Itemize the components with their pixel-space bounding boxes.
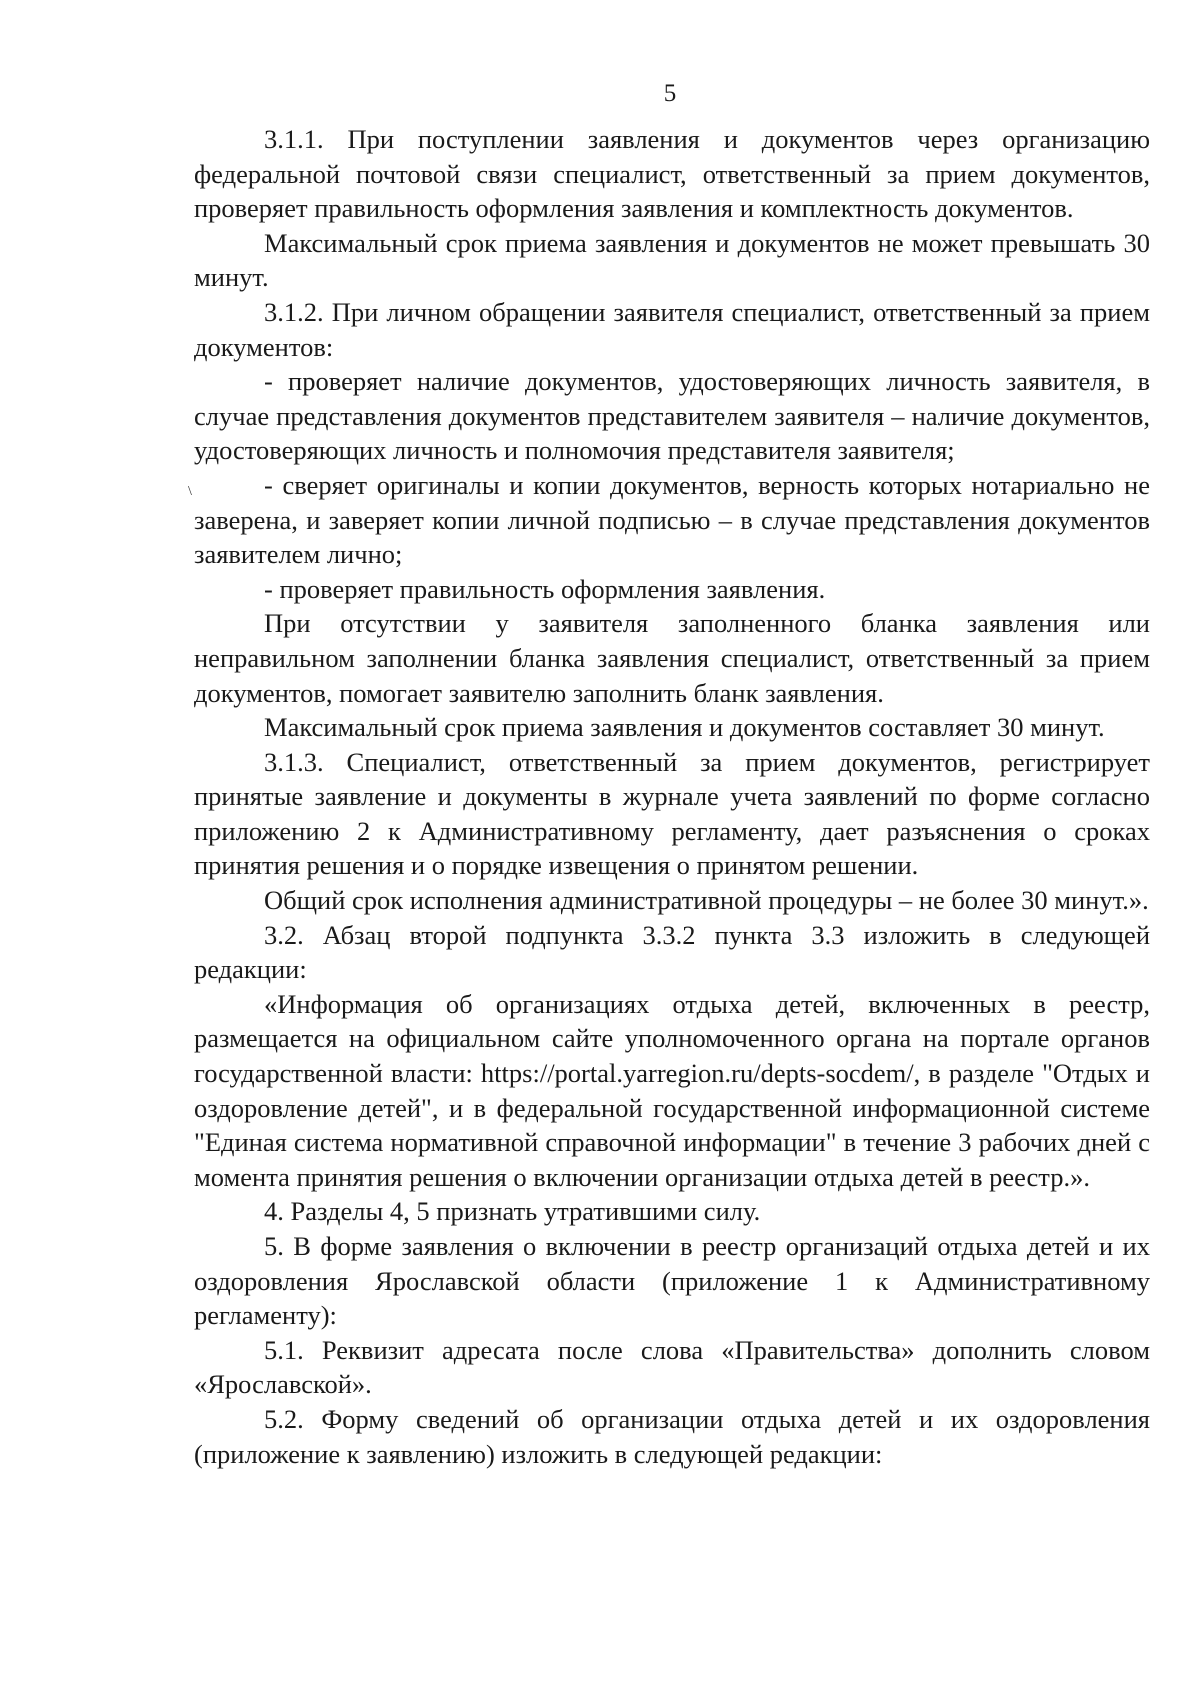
paragraph-total-time: Общий срок исполнения административной процедуры – не более 30 минут.». — [264, 885, 1149, 916]
paragraph-5-2: 5.2. Форму сведений об организации отдыха детей и их оздоровления (приложение к заявлению) изложить в следующей редакции: — [194, 1403, 1150, 1469]
paragraph-3-1-3: 3.1.3. Специалист, ответственный за прием документов, регистрирует принятые заявление и документы в журнале учета заявлений по форме согласно приложению 2 к Административному регламенту, дает разъяснения о сроках принятия решения и о порядке извещения о принятом решении. — [194, 746, 1150, 881]
page-number: 5 — [663, 80, 677, 107]
scan-mark: \ — [188, 484, 192, 499]
paragraph-3-1-1: 3.1.1. При поступлении заявления и документов через организацию федеральной почтовой связи специалист, ответственный за прием документов, проверяет правильность оформления заявления и комплектность документов. — [194, 124, 1150, 224]
paragraph-5-1: 5.1. Реквизит адресата после слова «Правительства» дополнить словом «Ярославской». — [194, 1334, 1150, 1400]
paragraph-help-fill: При отсутствии у заявителя заполненного бланка заявления или неправильном заполнении бланка заявления специалист, ответственный за прием документов, помогает заявителю заполнить бланк заявления. — [194, 608, 1150, 708]
paragraph-compare-originals: - сверяет оригиналы и копии документов, верность которых нотариально не заверена, и заверяет копии личной подписью – в случае представления документов заявителем лично; — [194, 469, 1150, 570]
paragraph-3-2: 3.2. Абзац второй подпункта 3.3.2 пункта 3.3 изложить в следующей редакции: — [194, 919, 1150, 985]
paragraph-3-1-2: 3.1.2. При личном обращении заявителя специалист, ответственный за прием документов: — [194, 296, 1150, 362]
document-body — [194, 122, 1150, 1471]
paragraph-check-form: - проверяет правильность оформления заявления. — [264, 573, 826, 604]
paragraph-5: 5. В форме заявления о включении в реестр организаций отдыха детей и их оздоровления Ярославской области (приложение 1 к Административному регламенту): — [194, 1231, 1150, 1331]
paragraph-4: 4. Разделы 4, 5 признать утратившими силу. — [264, 1196, 761, 1227]
paragraph-check-identity: - проверяет наличие документов, удостоверяющих личность заявителя, в случае представления документов представителем заявителя – наличие документов, удостоверяющих личность и полномочия представителя заявителя; — [194, 366, 1150, 466]
paragraph-registry-info: «Информация об организациях отдыха детей, включенных в реестр, размещается на официальном сайте уполномоченного органа на портале органов государственной власти: https://portal.yarregion.ru/depts-socdem/, в разделе "Отдых и оздоровление детей", и в федеральной государственной информационной системе "Единая система нормативной справочной информации" в течение 3 рабочих дней с момента принятия решения о включении организации отдыха детей в реестр.». — [194, 988, 1150, 1192]
paragraph-max-time-mail: Максимальный срок приема заявления и документов не может превышать 30 минут. — [194, 227, 1150, 293]
paragraph-max-time-personal: Максимальный срок приема заявления и документов составляет 30 минут. — [264, 712, 1105, 743]
